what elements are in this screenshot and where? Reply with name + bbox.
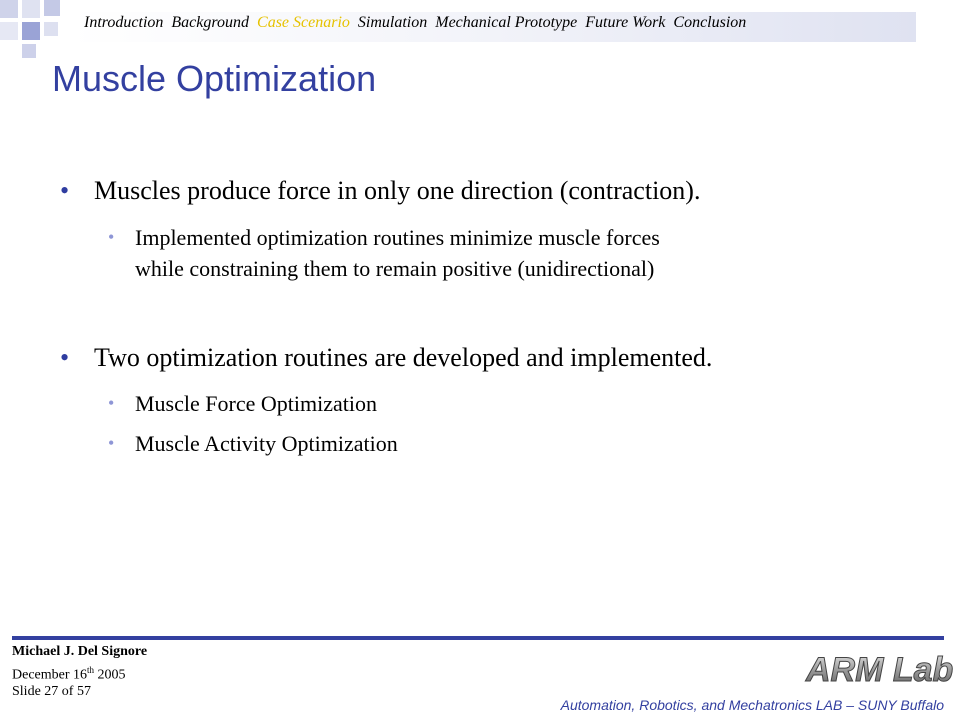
footer-divider — [12, 636, 944, 640]
nav-item-future-work[interactable]: Future Work — [585, 14, 666, 31]
decor-square — [44, 22, 58, 36]
slide-title: Muscle Optimization — [52, 58, 377, 99]
decor-square — [22, 44, 36, 58]
nav-item-introduction[interactable]: Introduction — [84, 14, 164, 31]
svg-text:ARM Lab: ARM Lab — [806, 651, 954, 689]
lab-name: Automation, Robotics, and Mechatronics LAB – SUNY Buffalo — [560, 697, 944, 713]
sub-bullet-text: Muscle Force Optimization — [135, 391, 377, 416]
section-nav — [84, 14, 746, 32]
sub-bullet-icon: • — [108, 433, 115, 453]
slide-number: Slide 27 of 57 — [12, 684, 91, 699]
sub-bullet-line: while constraining them to remain positive (unidirectional) — [135, 256, 655, 281]
sub-bullet-text: Muscle Activity Optimization — [135, 431, 398, 456]
decor-square — [44, 0, 60, 16]
presenter-name: Michael J. Del Signore — [12, 644, 148, 659]
sub-bullet-icon: • — [108, 393, 115, 413]
nav-item-case-scenario[interactable]: Case Scenario — [257, 14, 350, 31]
decor-square — [0, 22, 18, 40]
bullet-icon: • — [60, 343, 70, 372]
decor-square — [22, 0, 40, 18]
decor-square — [0, 0, 18, 18]
bullet-text: Muscles produce force in only one direction (contraction). — [94, 176, 701, 205]
arm-lab-logo — [800, 645, 954, 691]
nav-item-conclusion[interactable]: Conclusion — [673, 14, 747, 31]
presentation-date: December 16th 2005 — [12, 665, 126, 683]
bullet-text: Two optimization routines are developed and implemented. — [94, 343, 713, 372]
nav-item-mechanical-prototype[interactable]: Mechanical Prototype — [435, 14, 578, 31]
sub-bullet-text — [135, 222, 660, 284]
nav-item-background[interactable]: Background — [171, 14, 250, 31]
decor-square — [22, 22, 40, 40]
nav-item-simulation[interactable]: Simulation — [357, 14, 428, 31]
sub-bullet-icon: • — [108, 227, 115, 247]
sub-bullet-line: Implemented optimization routines minimize muscle forces — [135, 225, 660, 250]
bullet-icon: • — [60, 176, 70, 205]
